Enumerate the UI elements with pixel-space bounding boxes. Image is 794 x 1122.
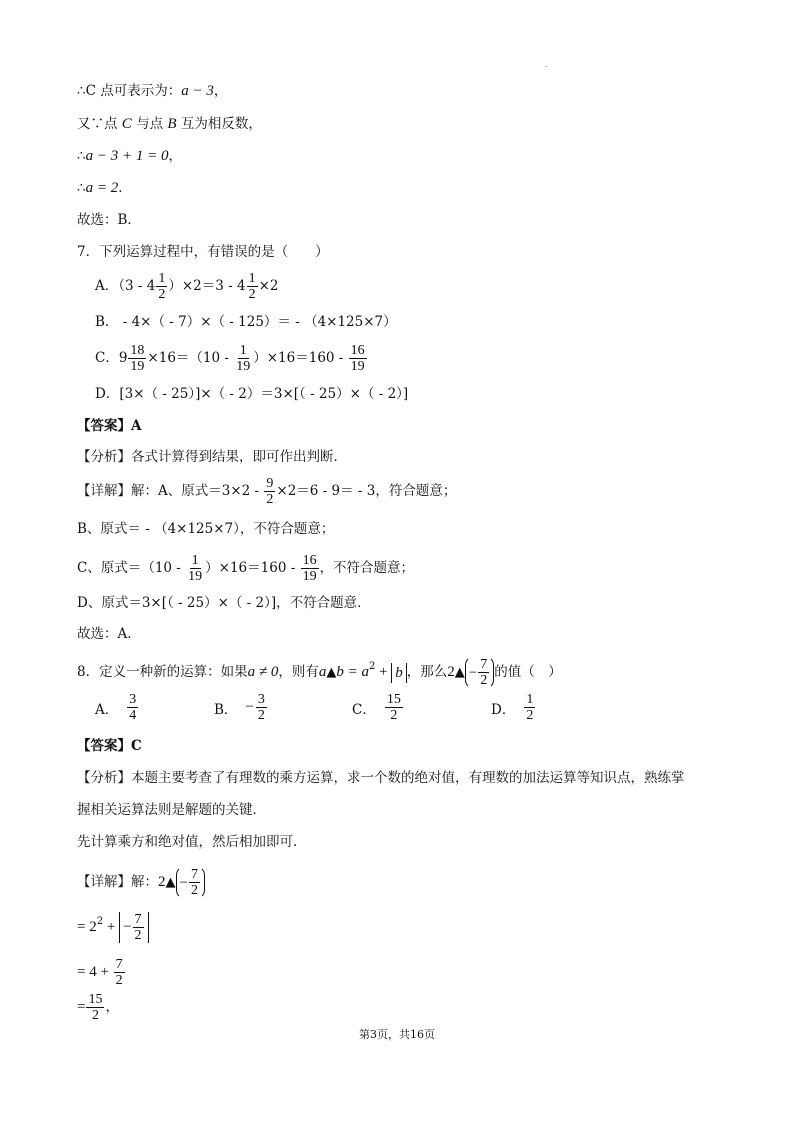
fraction: $\frac{7}{2}$: [115, 957, 123, 988]
line-equation: [77, 146, 182, 166]
text: ∴C 点可表示为：: [77, 83, 182, 99]
q7-detail-d: D、原式＝3×[（ - 25）×（ - 2）]，不符合题意．: [77, 595, 371, 611]
absolute-value: b: [391, 663, 407, 683]
text: ，则有: [278, 664, 319, 680]
text: 8．定义一种新的运算：如果: [77, 664, 248, 680]
triangle-operator-icon: ▲: [326, 665, 337, 680]
text: ）×16＝160 -: [205, 560, 300, 576]
triangle-operator-icon: ▲: [165, 875, 176, 890]
math: 2: [158, 874, 166, 890]
text: ×2: [258, 278, 279, 294]
text: 互为相反数，: [176, 116, 262, 132]
fraction: $\frac{18}{19}$: [130, 343, 145, 374]
q8-option-b: B． − $\frac{3}{2}$: [214, 692, 265, 723]
line-choose: 故选：B．: [77, 212, 141, 228]
text: ，: [168, 148, 182, 164]
q8-analysis-line1: 【分析】本题主要考查了有理数的乘方运算，求一个数的绝对值，有理数的加法运算等知识点，熟练掌: [77, 770, 685, 786]
exponent: 2: [368, 661, 376, 672]
q7-detail-c: [77, 553, 414, 584]
math: C: [121, 116, 132, 132]
q8-step-1: = $2^2$ + − $\frac{7}{2}$: [77, 912, 149, 943]
text: ）×2＝3 - 4: [168, 278, 246, 294]
fraction: $\frac{3}{2}$: [257, 692, 265, 723]
fraction: $\frac{1}{2}$: [158, 271, 166, 302]
q7-analysis: 【分析】各式计算得到结果，即可作出判断．: [77, 449, 347, 465]
q8-answer: 【答案】C: [77, 738, 142, 754]
text: 【详解】解：A、原式＝3×2 -: [77, 483, 264, 499]
math: B: [167, 116, 177, 132]
q7-choose: 故选：A．: [77, 626, 141, 642]
text: ，: [213, 83, 228, 99]
fraction: $\frac{7}{2}$: [480, 657, 488, 688]
line-result: [77, 178, 132, 198]
q8-step-2: = 4 + $\frac{7}{2}$: [77, 957, 123, 988]
parenthesized-fraction: − $\frac{7}{2}$: [176, 866, 205, 899]
line-opposite: [77, 114, 262, 134]
text: ，不符合题意；: [319, 560, 415, 576]
math: a: [318, 664, 327, 680]
fraction: $\frac{1}{19}$: [188, 553, 203, 584]
text: 与点: [131, 116, 168, 132]
text: ．: [118, 180, 132, 196]
q7-answer: 【答案】A: [77, 418, 142, 434]
parenthesized-fraction: − $\frac{7}{2}$: [465, 656, 494, 689]
fraction: $\frac{1}{2}$: [248, 271, 256, 302]
fraction: 1 2: [526, 692, 534, 723]
text: ，那么: [406, 664, 448, 680]
text: ∴: [77, 180, 86, 196]
text: 又∵点: [77, 116, 122, 132]
q8-step-3: = $\frac{15}{2}$ ，: [77, 992, 119, 1023]
fraction: 15 2: [386, 692, 401, 723]
text: ∴: [77, 148, 86, 164]
fraction: $\frac{16}{19}$: [350, 343, 365, 374]
q7-option-c: [95, 343, 368, 374]
q8-option-c: C． 15 2: [352, 692, 401, 723]
q8-stem: [77, 656, 562, 689]
fraction: $\frac{15}{2}$: [88, 992, 103, 1023]
text: C、原式＝（10 -: [77, 560, 186, 576]
q7-detail-a: [77, 476, 456, 507]
q7-detail-b: B、原式＝ - （4×125×7），不符合题意；: [77, 521, 335, 537]
text: ×16＝（10 -: [147, 350, 234, 366]
q8-option-a: A． 3 4: [95, 692, 137, 723]
text: 【详解】解：: [77, 874, 158, 890]
math: b = a: [336, 664, 369, 680]
page-footer: 第3页，共16页: [359, 1028, 435, 1041]
triangle-operator-icon: ▲: [454, 665, 465, 680]
math: +: [375, 664, 392, 680]
math: a − 3 + 1 = 0: [85, 148, 169, 164]
q8-option-d: D． 1 2: [491, 692, 534, 723]
q8-detail: [77, 866, 205, 899]
fraction: $\frac{7}{2}$: [134, 912, 142, 943]
q7-option-a: [95, 271, 278, 302]
math: a ≠ 0: [247, 664, 279, 680]
scan-dot: [545, 66, 547, 67]
text: ×2＝6 - 9＝ - 3，符合题意；: [276, 483, 457, 499]
absolute-value: − $\frac{7}{2}$: [119, 912, 148, 943]
text: A．（3 - 4: [95, 278, 156, 294]
math: a − 3: [181, 83, 214, 99]
text: C．9: [95, 350, 128, 366]
exponent: 2: [96, 916, 104, 927]
q8-method: 先计算乘方和绝对值，然后相加即可．: [77, 834, 307, 850]
q7-option-d: D．[3×（ - 25）]×（ - 2）＝3×[（ - 25）×（ - 2）]: [95, 386, 409, 402]
fraction: $\frac{16}{19}$: [302, 553, 317, 584]
fraction: $\frac{1}{19}$: [236, 343, 251, 374]
fraction: $\frac{9}{2}$: [266, 476, 274, 507]
fraction: $\frac{7}{2}$: [190, 867, 198, 898]
text: 的值（ ）: [494, 664, 562, 680]
math: a = 2: [85, 180, 119, 196]
q7-stem: 7．下列运算过程中，有错误的是（ ）: [77, 244, 329, 260]
line-c-expression: [77, 81, 227, 101]
text: ）×16＝160 -: [253, 350, 348, 366]
q7-option-b: B． - 4×（ - 7）×（ - 125）＝ - （4×125×7）: [95, 314, 397, 330]
fraction: 3 4: [129, 692, 137, 723]
q8-analysis-line2: 握相关运算法则是解题的关键．: [77, 802, 266, 818]
math: 2: [447, 664, 455, 680]
